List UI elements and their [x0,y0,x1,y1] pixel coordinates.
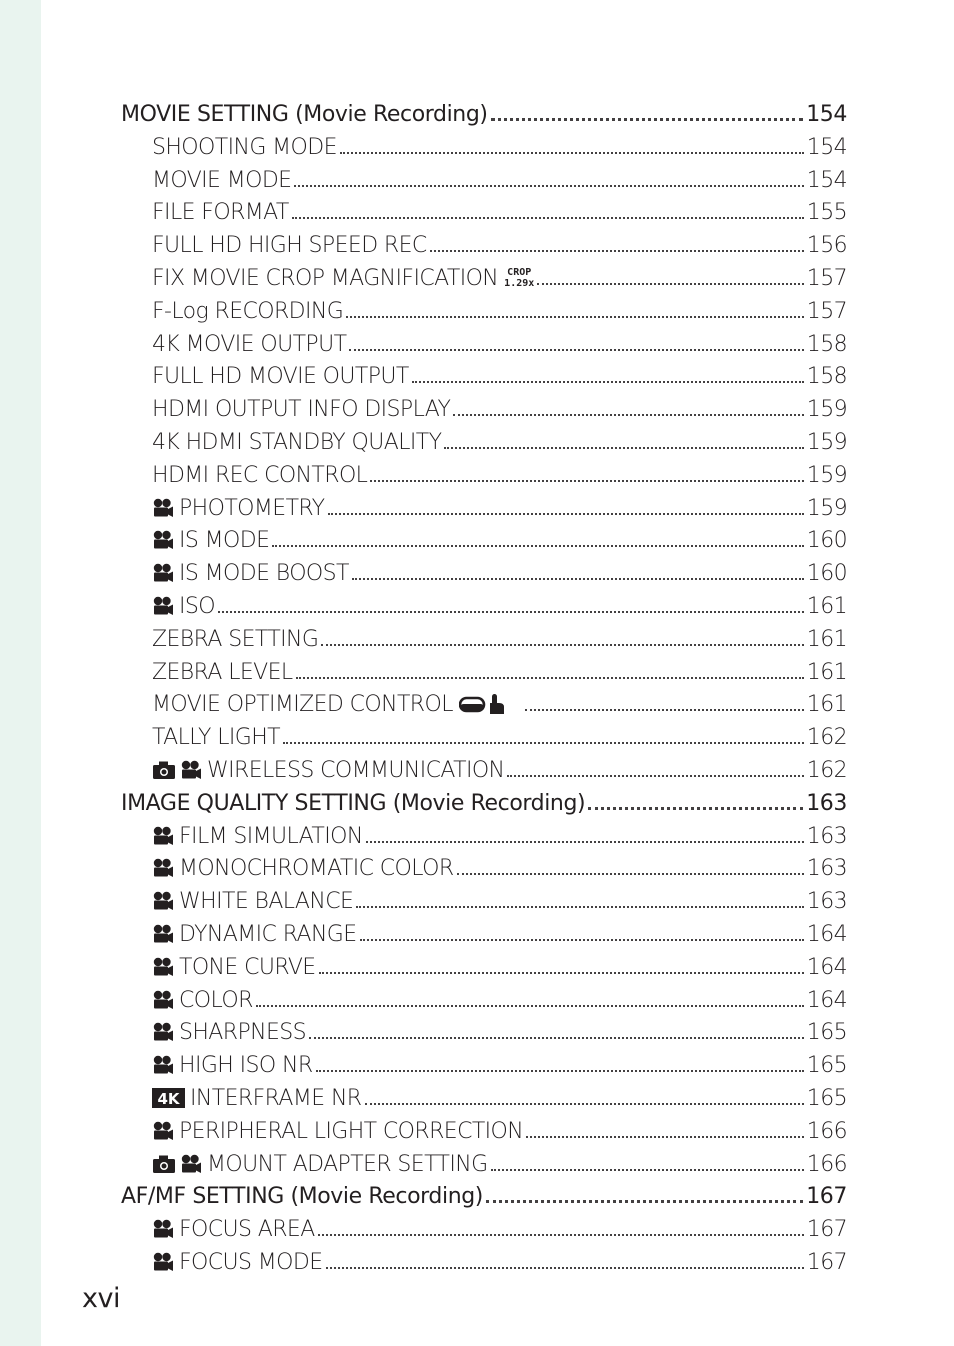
movie-camera-icon [152,1219,174,1239]
toc-page-number: 165 [806,1020,847,1046]
toc-entry-text: TALLY LIGHT [152,725,280,751]
toc-entry[interactable] [152,488,847,521]
toc-entry-text: FILM SIMULATION [179,823,363,849]
toc-entry-text: TONE CURVE [179,954,316,980]
toc-page-number: 167 [806,1184,847,1210]
toc-entry-text: WHITE BALANCE [179,889,354,915]
toc-page-number: 162 [806,758,847,783]
toc-entry-label [152,332,346,357]
dot-leader [444,447,803,449]
toc-page-number: 164 [806,954,847,980]
toc-page-number: 163 [806,889,847,915]
dot-leader [349,349,803,351]
toc-entry-label [152,922,357,947]
toc-entry[interactable] [152,1012,847,1045]
toc-entry-text: FULL HD MOVIE OUTPUT [152,364,409,390]
toc-entry-label [152,988,253,1013]
toc-entry[interactable] [152,192,847,225]
toc-entry[interactable] [152,324,847,357]
toc-entry-text: DYNAMIC RANGE [179,922,357,947]
toc-entry-text: ISO [179,594,215,619]
toc-entry-text: PHOTOMETRY [179,495,325,521]
toc-entry-text: IS MODE [179,528,270,554]
dot-leader [486,1200,803,1203]
dot-leader [525,709,804,711]
toc-page-number: 156 [806,233,847,259]
dot-leader [296,677,804,679]
toc-entry-text: MOVIE SETTING (Movie Recording) [121,102,488,127]
toc-page-number: 154 [806,167,847,193]
toc-section-entry[interactable] [121,783,847,816]
dot-leader [326,1267,804,1269]
dot-leader [283,742,804,744]
toc-page-number: 160 [806,528,847,554]
toc-page-number: 158 [806,331,847,357]
dot-leader [292,217,804,219]
toc-page-number: 154 [806,102,847,127]
toc-entry-label [152,627,318,652]
dot-leader [294,185,803,187]
toc-entry[interactable] [152,652,847,685]
still-camera-icon [152,760,176,780]
toc-entry-label [152,692,522,717]
toc-entry-text: IS MODE BOOST [179,561,349,587]
toc-entry-label [152,955,316,980]
toc-page-number: 167 [806,1250,847,1275]
toc-entry[interactable] [152,258,847,291]
toc-entry-text: FOCUS AREA [179,1217,315,1243]
toc-entry[interactable] [152,914,847,947]
still-camera-icon [152,1154,176,1174]
toc-page-number: 159 [806,430,847,455]
toc-entry[interactable] [152,160,847,193]
movie-camera-icon [152,1055,174,1075]
movie-camera-icon [152,1252,174,1272]
toc-entry-text: AF/MF SETTING (Movie Recording) [121,1184,483,1210]
toc-page-number: 162 [806,725,847,751]
toc-entry[interactable] [152,848,847,881]
toc-entry-text: ZEBRA LEVEL [152,659,293,685]
toc-entry-label [152,561,349,586]
toc-entry[interactable] [152,881,847,914]
toc-page-number: 166 [806,1151,847,1177]
toc-entry[interactable] [152,717,847,750]
toc-page-number: 163 [806,856,847,882]
dot-leader [309,1037,804,1039]
dot-leader [453,414,803,416]
toc-page-number: 158 [806,364,847,390]
dot-leader [321,644,803,646]
toc-entry-text: WIRELESS COMMUNICATION [207,758,505,783]
dot-leader [256,1005,804,1007]
movie-camera-icon [152,891,174,911]
dot-leader [430,250,804,252]
movie-camera-icon [152,957,174,977]
toc-entry-label [152,1053,313,1078]
dot-leader [491,118,804,121]
toc-entry-label [152,299,343,324]
toc-page-number: 165 [806,1053,847,1079]
toc-entry-text: FOCUS MODE [179,1250,323,1275]
dot-leader [346,316,804,318]
toc-entry-text: MONOCHROMATIC COLOR [179,856,454,882]
toc-entry-label [152,824,363,849]
toc-entry-label [121,791,585,816]
dot-leader [360,939,804,941]
dot-leader [507,775,803,777]
dot-leader [588,807,803,810]
toc-page-number: 163 [806,823,847,849]
page-margin-band [0,0,41,1346]
toc-entry[interactable] [152,225,847,258]
dot-leader [366,841,804,843]
movie-camera-icon [152,924,174,944]
toc-entry-label [152,266,534,291]
dot-leader [318,1234,804,1236]
movie-camera-icon [152,1121,174,1141]
dot-leader [218,611,804,613]
toc-entry-label [152,758,504,783]
toc-entry-label [152,1119,523,1144]
toc-page-number: 165 [806,1086,847,1111]
toc-entry[interactable] [152,356,847,389]
toc-entry-label [121,102,488,127]
toc-page-number: 157 [806,298,847,324]
toc-page-number: 164 [806,987,847,1013]
toc-entry[interactable] [152,1111,847,1144]
toc-entry-label [152,496,325,521]
toc-entry[interactable] [152,586,847,619]
toc-entry[interactable] [152,389,847,422]
toc-entry[interactable] [152,947,847,980]
toc-page-number: 159 [806,397,847,423]
toc-entry[interactable] [152,1209,847,1242]
toc-entry-label [152,528,269,553]
4k-icon: 4K [152,1088,185,1108]
toc-entry-text: ZEBRA SETTING [152,626,319,652]
toc-entry[interactable] [152,1045,847,1078]
dot-leader [340,152,804,154]
toc-entry-label [152,233,427,258]
toc-entry-text: 4K HDMI STANDBY QUALITY [152,430,442,455]
toc-page-number: 161 [806,594,847,619]
dot-leader [457,873,804,875]
toc-entry[interactable] [152,1144,847,1177]
toc-page-number: 164 [806,922,847,947]
toc-page-number: 161 [806,692,847,718]
movie-camera-icon [152,563,174,583]
crop-icon: CROP 1.29x [504,267,535,289]
toc-entry-label [152,135,337,160]
toc-entry-label [152,430,441,455]
movie-camera-icon [152,858,174,878]
toc-entry[interactable] [152,422,847,455]
toc-entry-text: MOVIE OPTIMIZED CONTROL [152,692,453,718]
toc-entry[interactable] [152,1078,847,1111]
movie-camera-icon [152,596,174,616]
toc-entry[interactable] [152,553,847,586]
toc-entry[interactable] [152,816,847,849]
toc-entry-label [152,1086,362,1111]
movie-camera-icon [152,1022,174,1042]
toc-entry-text: HDMI OUTPUT INFO DISPLAY [152,397,451,423]
toc-entry-label [152,1217,315,1242]
dot-leader [272,545,803,547]
dot-leader [365,1103,804,1105]
toc-entry-label [152,725,280,750]
toc-page-number: 159 [806,462,847,488]
toc-entry-text: COLOR [179,987,253,1013]
toc-entry-label [152,856,454,881]
toc-page-number: 157 [806,266,847,291]
dot-leader [316,1070,804,1072]
toc-entry-text: HDMI REC CONTROL [152,462,368,488]
toc-entry[interactable] [152,980,847,1013]
control-dial-touch-icon [459,693,517,715]
toc-section-entry[interactable] [121,1176,847,1209]
dot-leader [537,283,804,285]
toc-page-number: 155 [806,200,847,226]
toc-entry[interactable] [152,750,847,783]
dot-leader [526,1136,804,1138]
toc-entry-text: HIGH ISO NR [179,1053,313,1079]
toc-entry-text: MOUNT ADAPTER SETTING [207,1151,488,1177]
dot-leader [319,972,804,974]
toc-entry[interactable] [152,1242,847,1275]
toc-entry-text: INTERFRAME NR [190,1086,362,1111]
movie-camera-icon [152,990,174,1010]
toc-entry-text: 4K MOVIE OUTPUT [152,331,347,357]
toc-page-number: 166 [806,1118,847,1144]
dot-leader [412,381,804,383]
movie-camera-icon [152,826,174,846]
toc-entry-label [152,364,409,389]
toc-entry-label [152,1250,323,1275]
toc-entry-label [152,168,291,193]
toc-entry-text: FILE FORMAT [152,200,289,226]
movie-camera-icon [180,1154,202,1174]
toc-page-number: 163 [806,790,847,816]
movie-camera-icon [180,760,202,780]
toc-entry-label [152,889,353,914]
toc-entry-label [152,1020,306,1045]
toc-section-entry[interactable] [121,94,847,127]
toc-entry[interactable] [152,455,847,488]
toc-entry-label [152,594,215,619]
toc-entry-label [152,1152,488,1177]
toc-entry-text: FULL HD HIGH SPEED REC [152,233,427,259]
toc-page-number: 167 [806,1217,847,1243]
toc-entry-text: SHOOTING MODE [152,134,337,160]
movie-camera-icon [152,530,174,550]
toc-entry-text: MOVIE MODE [152,167,292,193]
toc-page-number: 159 [806,495,847,521]
toc-entry[interactable] [152,520,847,553]
toc-entry[interactable] [152,127,847,160]
toc-entry-text: SHARPNESS [179,1020,306,1046]
dot-leader [352,578,804,580]
toc-entry-label [152,397,450,422]
toc-entry-label [121,1184,483,1209]
movie-camera-icon [152,498,174,518]
toc-entry[interactable] [152,291,847,324]
toc-page-number: 154 [806,134,847,160]
dot-leader [328,513,804,515]
dot-leader [370,480,803,482]
dot-leader [356,906,803,908]
toc-entry-label [152,660,293,685]
toc-entry-text: IMAGE QUALITY SETTING (Movie Recording) [121,790,586,816]
toc-entry-label [152,463,367,488]
toc-entry[interactable] [152,619,847,652]
toc-entry-text: PERIPHERAL LIGHT CORRECTION [179,1118,524,1144]
toc-entry-text: F-Log RECORDING [152,298,344,324]
toc-entry-text: FIX MOVIE CROP MAGNIFICATION [152,266,499,291]
toc-entry[interactable] [152,684,847,717]
dot-leader [491,1169,804,1171]
toc-page-number: 161 [806,659,847,685]
toc-page-number: 160 [806,561,847,587]
page-number: xvi [82,1283,120,1314]
toc-page-number: 161 [806,626,847,652]
toc-entry-label [152,200,289,225]
